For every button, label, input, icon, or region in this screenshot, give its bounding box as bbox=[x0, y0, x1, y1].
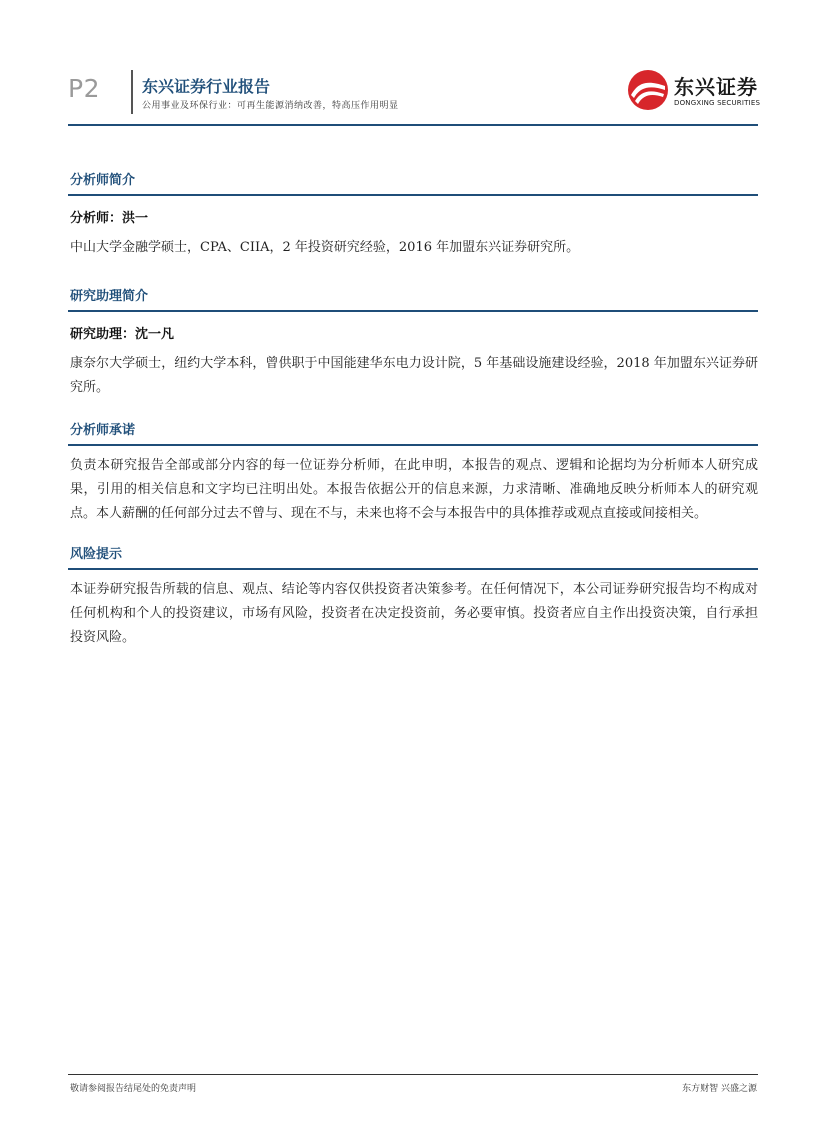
report-title: 东兴证券行业报告 bbox=[142, 77, 271, 96]
assistant-name: 研究助理：沈一凡 bbox=[70, 327, 175, 342]
page-header bbox=[0, 0, 827, 130]
header-rule bbox=[68, 124, 758, 126]
section-rule bbox=[68, 444, 758, 446]
logo-text: 东兴证券 bbox=[674, 75, 758, 99]
section-rule bbox=[68, 568, 758, 570]
section-title: 研究助理简介 bbox=[70, 289, 149, 304]
analyst-name: 分析师：洪一 bbox=[70, 211, 149, 226]
logo-subtext: DONGXING SECURITIES bbox=[674, 99, 761, 107]
header-divider bbox=[131, 70, 133, 114]
commitment-text: 负责本研究报告全部或部分内容的每一位证券分析师，在此申明，本报告的观点、逻辑和论据均为分析师本人研究成果，引用的相关信息和文字均已注明出处。本报告依据公开的信息来源，力求清晰、准确地反映分析师本人的研究观点。本人薪酬的任何部分过去不曾与、现在不与，未来也将不会与本报告中的具体推荐或观点直接或间接相关。 bbox=[70, 458, 758, 521]
section-title: 分析师简介 bbox=[70, 173, 136, 188]
risk-text: 本证券研究报告所载的信息、观点、结论等内容仅供投资者决策参考。在任何情况下，本公司证券研究报告均不构成对任何机构和个人的投资建议，市场有风险，投资者在决定投资前，务必要审慎。投资者应自主作出投资决策，自行承担投资风险。 bbox=[70, 582, 758, 645]
section-commitment bbox=[68, 418, 758, 526]
section-title: 分析师承诺 bbox=[70, 423, 136, 438]
section-assistant bbox=[68, 284, 758, 400]
section-rule bbox=[68, 194, 758, 196]
footer-disclaimer-note: 敬请参阅报告结尾处的免责声明 bbox=[70, 1084, 197, 1094]
footer-rule bbox=[68, 1074, 758, 1075]
footer-slogan: 东方财智 兴盛之源 bbox=[682, 1084, 757, 1094]
company-logo bbox=[626, 68, 766, 114]
section-analyst bbox=[68, 168, 758, 260]
report-subtitle: 公用事业及环保行业：可再生能源消纳改善，特高压作用明显 bbox=[142, 101, 399, 111]
logo-mark-icon bbox=[626, 68, 670, 112]
analyst-bio: 中山大学金融学硕士，CPA、CIIA，2 年投资研究经验，2016 年加盟东兴证券研究所。 bbox=[70, 240, 580, 255]
section-risk bbox=[68, 542, 758, 650]
main-content bbox=[68, 168, 758, 650]
section-title: 风险提示 bbox=[70, 547, 123, 562]
page-number: P2 bbox=[68, 74, 100, 103]
assistant-bio: 康奈尔大学硕士，纽约大学本科，曾供职于中国能建华东电力设计院，5 年基础设施建设经验，2018 年加盟东兴证券研究所。 bbox=[70, 356, 758, 395]
section-rule bbox=[68, 310, 758, 312]
